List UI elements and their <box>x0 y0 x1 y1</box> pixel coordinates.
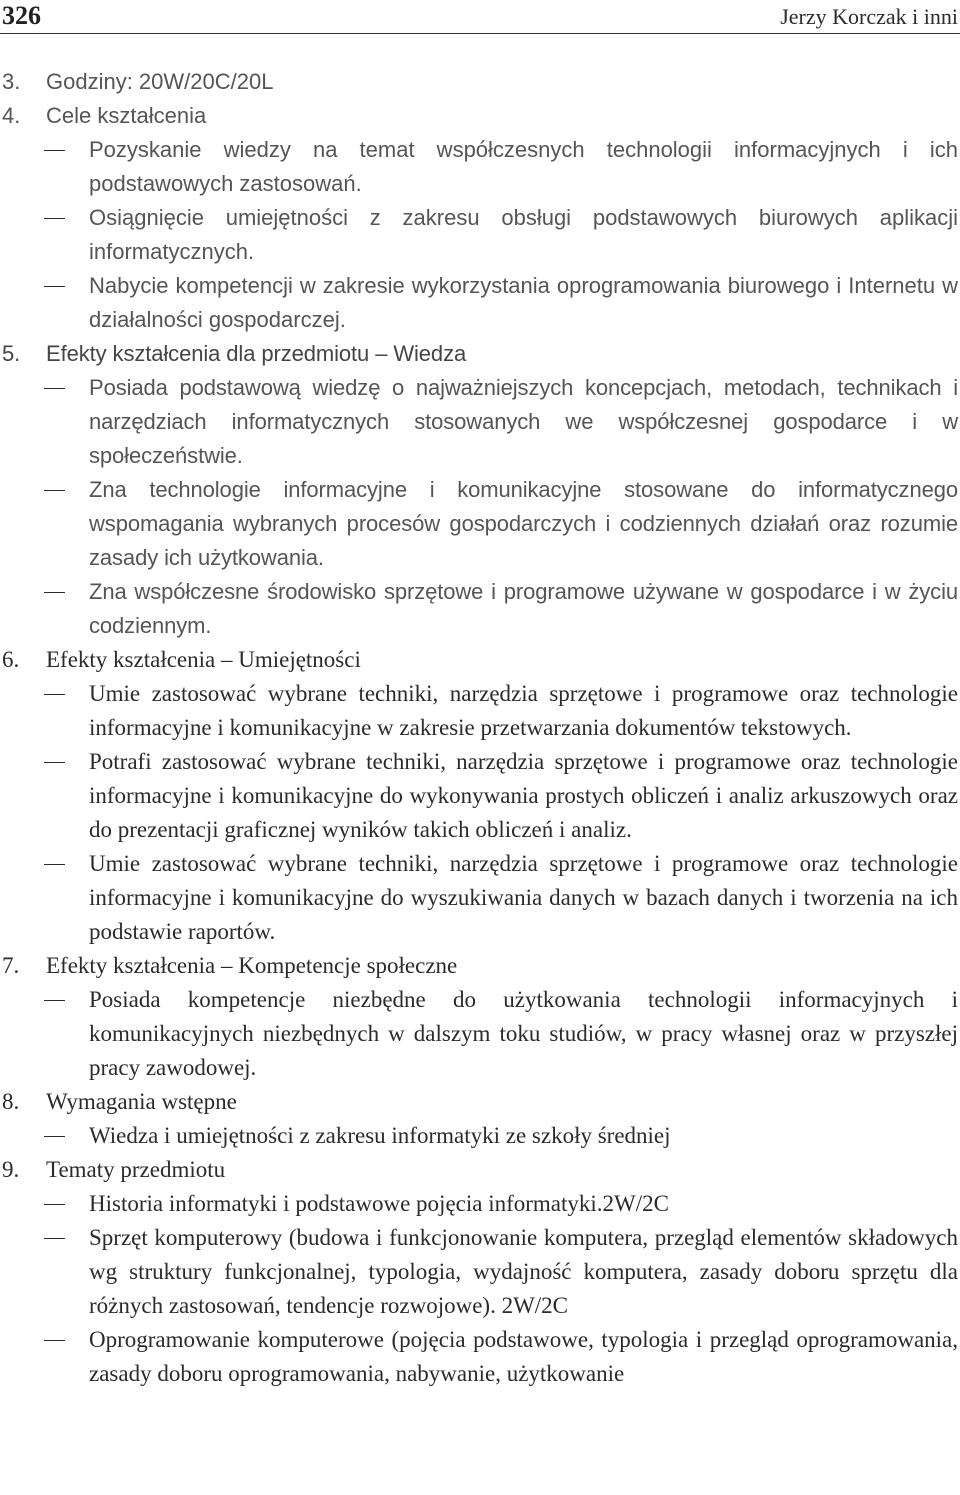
page-number: 326 <box>2 1 41 30</box>
dash-marker <box>44 388 65 389</box>
dash-marker <box>44 762 65 763</box>
list-item <box>0 201 958 269</box>
list-item <box>0 677 958 745</box>
list-item-text: Sprzęt komputerowy (budowa i funkcjonowanie komputera, przegląd elementów składowych wg struktury funkcjonalnej, typologia, wydajność komputera, zasady doboru sprzętu dla różnych zastosowań, tendencje rozwojowe). 2W/2C <box>89 1225 958 1318</box>
section-title: Efekty kształcenia – Umiejętności <box>46 647 361 672</box>
list-item-text: Potrafi zastosować wybrane techniki, narzędzia sprzętowe i programowe oraz technologie informacyjne i komunikacyjne do wykonywania prostych obliczeń i analiz arkuszowych oraz do prezentacji graficznej wyników takich obliczeń i analiz. <box>89 749 958 842</box>
dash-marker <box>44 1136 65 1137</box>
section-number: 8. <box>2 1089 20 1114</box>
dash-marker <box>44 1238 65 1239</box>
list-item <box>0 847 958 949</box>
dash-marker <box>44 864 65 865</box>
section-heading <box>0 65 958 99</box>
list-item-text: Oprogramowanie komputerowe (pojęcia podstawowe, typologia i przegląd oprogramowania, zasady doboru oprogramowania, nabywanie, użytkowanie <box>89 1327 958 1386</box>
list-item-text: Posiada podstawową wiedzę o najważniejszych koncepcjach, metodach, technikach i narzędziach informatycznych stosowanych we współczesnej gospodarce i w społeczeństwie. <box>89 375 958 468</box>
dash-marker <box>44 490 65 491</box>
section-number: 7. <box>2 953 20 978</box>
section-number: 6. <box>2 647 20 672</box>
section-heading <box>0 337 958 371</box>
section-5 <box>0 337 958 643</box>
bullet-list <box>0 677 958 949</box>
section-title: Wymagania wstępne <box>46 1089 237 1114</box>
section-number: 4. <box>2 103 21 128</box>
bullet-list <box>0 1119 958 1153</box>
list-item <box>0 1119 958 1153</box>
bullet-list <box>0 1187 958 1391</box>
section-number: 9. <box>2 1157 20 1182</box>
bullet-list <box>0 133 958 337</box>
list-item-text: Umie zastosować wybrane techniki, narzędzia sprzętowe i programowe oraz technologie informacyjne i komunikacyjne w zakresie przetwarzania dokumentów tekstowych. <box>89 681 958 740</box>
list-item-text: Nabycie kompetencji w zakresie wykorzystania oprogramowania biurowego i Internetu w działalności gospodarczej. <box>89 273 958 332</box>
list-item <box>0 1221 958 1323</box>
dash-marker <box>44 1000 65 1001</box>
section-heading <box>0 643 958 677</box>
list-item <box>0 575 958 643</box>
section-8 <box>0 1085 958 1153</box>
section-title: Tematy przedmiotu <box>46 1157 226 1182</box>
dash-marker <box>44 150 65 151</box>
dash-marker <box>44 694 65 695</box>
section-heading <box>0 949 958 983</box>
list-item <box>0 1323 958 1391</box>
dash-marker <box>44 1204 65 1205</box>
section-title: Efekty kształcenia dla przedmiotu – Wiedza <box>46 341 467 366</box>
list-item-text: Osiągnięcie umiejętności z zakresu obsługi podstawowych biurowych aplikacji informatycznych. <box>89 205 958 264</box>
list-item-text: Wiedza i umiejętności z zakresu informatyki ze szkoły średniej <box>89 1123 671 1148</box>
list-item-text: Pozyskanie wiedzy na temat współczesnych technologii informacyjnych i ich podstawowych zastosowań. <box>89 137 958 196</box>
list-item <box>0 745 958 847</box>
list-item <box>0 371 958 473</box>
list-item-text: Zna technologie informacyjne i komunikacyjne stosowane do informatycznego wspomagania wybranych procesów gospodarczych i codziennych działań oraz rozumie zasady ich użytkowania. <box>89 477 958 570</box>
list-item-text: Historia informatyki i podstawowe pojęcia informatyki.2W/2C <box>89 1191 669 1216</box>
list-item-text: Posiada kompetencje niezbędne do użytkowania technologii informacyjnych i komunikacyjnych niezbędnych w dalszym toku studiów, w pracy własnej oraz w przyszłej pracy zawodowej. <box>89 987 958 1080</box>
section-7 <box>0 949 958 1085</box>
section-4 <box>0 99 958 337</box>
section-number: 5. <box>2 341 21 366</box>
bullet-list <box>0 371 958 643</box>
bullet-list <box>0 983 958 1085</box>
section-title: Godziny: 20W/20C/20L <box>46 69 274 94</box>
section-heading <box>0 99 958 133</box>
running-head: Jerzy Korczak i inni <box>780 4 958 29</box>
dash-marker <box>44 286 65 287</box>
section-title: Efekty kształcenia – Kompetencje społeczne <box>46 953 458 978</box>
section-heading <box>0 1153 958 1187</box>
list-item <box>0 269 958 337</box>
section-heading <box>0 1085 958 1119</box>
dash-marker <box>44 1340 65 1341</box>
section-title: Cele kształcenia <box>46 103 207 128</box>
list-item-text: Umie zastosować wybrane techniki, narzędzia sprzętowe i programowe oraz technologie informacyjne i komunikacyjne do wyszukiwania danych w bazach danych i tworzenia na ich podstawie raportów. <box>89 851 958 944</box>
list-item <box>0 983 958 1085</box>
document-body <box>0 65 958 1391</box>
section-6 <box>0 643 958 949</box>
dash-marker <box>44 592 65 593</box>
page-header <box>0 0 960 34</box>
section-9 <box>0 1153 958 1391</box>
list-item <box>0 133 958 201</box>
list-item <box>0 1187 958 1221</box>
list-item <box>0 473 958 575</box>
dash-marker <box>44 218 65 219</box>
section-number: 3. <box>2 69 21 94</box>
section-3 <box>0 65 958 99</box>
list-item-text: Zna współczesne środowisko sprzętowe i programowe używane w gospodarce i w życiu codziennym. <box>89 579 958 638</box>
